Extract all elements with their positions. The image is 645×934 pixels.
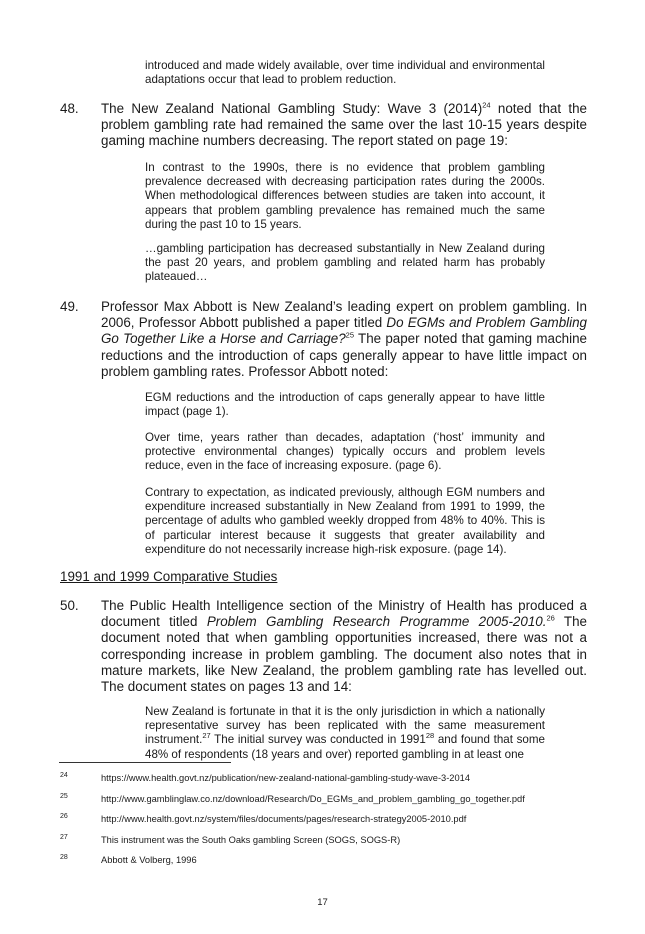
footnote-text: Abbott & Volberg, 1996	[101, 855, 197, 865]
footnote-number: 24	[60, 772, 68, 779]
paragraph-text: noted that the problem gambling rate had remained the same over the last 10-15 years despite gaming machine numbers decreasing. The report stated on page 19:	[101, 101, 587, 149]
block-quote	[145, 705, 545, 762]
paragraph-text: Professor Max Abbott is New Zealand’s leading expert on problem gambling. In 2006, Professor Abbott published a paper titled	[101, 299, 587, 331]
paragraph-number: 49.	[60, 299, 79, 314]
footnote-text: http://www.health.govt.nz/system/files/documents/pages/research-strategy2005-2010.pdf	[101, 814, 467, 824]
footnote-separator	[59, 762, 231, 763]
page-number: 17	[317, 897, 328, 908]
block-quote: Contrary to expectation, as indicated previously, although EGM numbers and expenditure increased substantially in New Zealand from 1991 to 1999, the percentage of adults who gambled weekly dropped from 48% to 40%. This is of particular interest because it suggests that greater availability and expenditure do not necessarily increase high-risk exposure. (page 14).	[145, 486, 545, 556]
footnote-number: 27	[60, 834, 68, 841]
footnote-ref: 25	[345, 330, 354, 340]
footnote-ref: 28	[425, 731, 435, 741]
top-quote: introduced and made widely available, over time individual and environmental adaptations occur that lead to problem reduction.	[145, 59, 545, 87]
footnote-number: 25	[60, 793, 68, 800]
paragraph-50	[101, 598, 587, 695]
block-quote: Over time, years rather than decades, adaptation (‘host’ immunity and protective environmental changes) typically occurs and problem levels reduce, even in the face of increasing exposure. (page 6).	[145, 431, 545, 473]
paper-title: Do EGMs and Problem Gambling Go Together Like a Horse and Carriage?	[101, 315, 587, 347]
paragraph-text: The document noted that when gambling opportunities increased, there was not a corresponding increase in problem gambling. The document also notes that in mature markets, like New Zealand, the problem gambling rate has levelled out. The document states on pages 13 and 14:	[101, 614, 587, 695]
footnote-text: This instrument was the South Oaks gambling Screen (SOGS, SOGS-R)	[101, 835, 401, 845]
footnote-text: http://www.gamblinglaw.co.nz/download/Research/Do_EGMs_and_problem_gambling_go_together.pdf	[101, 794, 525, 804]
quote-text: The initial survey was conducted in 1991	[210, 733, 426, 747]
footnote-ref: 27	[202, 731, 211, 741]
paragraph-text: The Public Health Intelligence section of the Ministry of Health has produced a document titled	[101, 598, 587, 630]
block-quote: EGM reductions and the introduction of caps generally appear to have little impact (page 1).	[145, 391, 545, 419]
section-heading: 1991 and 1999 Comparative Studies	[60, 569, 278, 584]
footnote-number: 28	[60, 854, 68, 861]
paragraph-number: 48.	[60, 101, 79, 116]
paragraph-48	[101, 101, 587, 150]
footnote-text: https://www.health.govt.nz/publication/new-zealand-national-gambling-study-wave-3-2014	[101, 773, 470, 783]
paragraph-text: The paper noted that gaming machine reductions and the introduction of caps generally appear to have little impact on problem gambling rates. Professor Abbott noted:	[101, 331, 587, 379]
footnote-ref: 24	[482, 100, 491, 110]
paragraph-text: The New Zealand National Gambling Study: Wave 3 (2014)	[101, 101, 483, 116]
block-quote: In contrast to the 1990s, there is no evidence that problem gambling prevalence decreased with decreasing participation rates during the 2000s. When methodological differences between studies are taken into account, it appears that problem gambling prevalence has remained much the same during the past 10 to 15 years.	[145, 161, 545, 231]
quote-text: New Zealand is fortunate in that it is the only jurisdiction in which a nationally representative survey has been replicated with the same measurement instrument.	[145, 705, 545, 747]
paragraph-number: 50.	[60, 598, 79, 613]
paragraph-49	[101, 299, 587, 380]
footnote-number: 26	[60, 813, 68, 820]
block-quote: …gambling participation has decreased substantially in New Zealand during the past 20 years, and problem gambling and related harm has probably plateaued…	[145, 242, 545, 284]
quote-text: and found that some 48% of respondents (18 years and over) reported gambling in at least one	[145, 733, 545, 761]
document-title: Problem Gambling Research Programme 2005-2010.	[206, 614, 547, 630]
footnote-ref: 26	[546, 613, 555, 623]
